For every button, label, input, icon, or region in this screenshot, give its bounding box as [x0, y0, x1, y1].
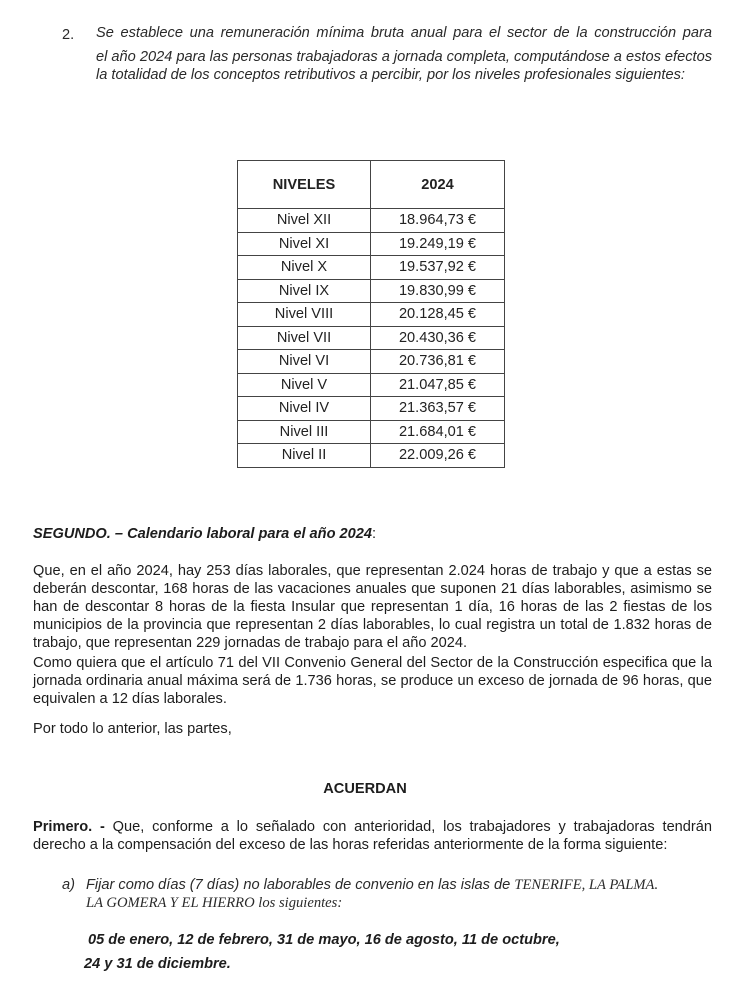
item-a-label: a)	[62, 877, 75, 893]
segundo-colon: :	[372, 526, 377, 542]
table-row	[238, 420, 505, 444]
table-body	[238, 209, 505, 468]
table-row	[238, 209, 505, 233]
table-header-row	[238, 161, 505, 209]
amount-cell: 22.009,26 €	[371, 444, 505, 468]
level-cell: Nivel XI	[238, 232, 371, 256]
amount-cell: 20.128,45 €	[371, 303, 505, 327]
amount-cell: 21.684,01 €	[371, 420, 505, 444]
islands-line1: TENERIFE, LA PALMA.	[514, 877, 659, 893]
amount-cell: 20.430,36 €	[371, 326, 505, 350]
level-cell: Nivel IX	[238, 279, 371, 303]
level-cell: Nivel XII	[238, 209, 371, 233]
salary-table	[237, 160, 505, 468]
table-row	[238, 350, 505, 374]
segundo-title: SEGUNDO. – Calendario laboral para el año 2024	[33, 526, 373, 542]
table-row	[238, 373, 505, 397]
amount-cell: 19.249,19 €	[371, 232, 505, 256]
amount-cell: 20.736,81 €	[371, 350, 505, 374]
primero-text: Que, conforme a lo señalado con anterioridad, los trabajadores y trabajadoras tendrán derecho a la compensación del exceso de las horas referidas anteriormente de la forma siguiente:	[33, 819, 713, 853]
item-a-text	[86, 876, 712, 912]
table-row	[238, 303, 505, 327]
section-2-text	[96, 24, 712, 84]
item-a-intro: Fijar como días (7 días) no laborables de convenio en las islas de	[86, 877, 515, 893]
amount-cell: 19.830,99 €	[371, 279, 505, 303]
holiday-dates-line2: 24 y 31 de diciembre.	[84, 956, 231, 972]
level-cell: Nivel IV	[238, 397, 371, 421]
table-row	[238, 397, 505, 421]
table-row	[238, 256, 505, 280]
primero-paragraph	[33, 818, 712, 854]
table-row	[238, 444, 505, 468]
table-row	[238, 326, 505, 350]
level-cell: Nivel VIII	[238, 303, 371, 327]
paragraph-excess-hours: Como quiera que el artículo 71 del VII Convenio General del Sector de la Construcción especifica que la jornada ordinaria anual máxima será de 1.736 horas, se produce un exceso de jornada de 96 horas, que equivalen a 12 días laborales.	[33, 655, 712, 707]
section-2-rest: el año 2024 para las personas trabajadoras a jornada completa, computándose a estos efectos la totalidad de los conceptos retributivos a percibir, por los niveles profesionales siguientes:	[96, 49, 712, 83]
section-2-line1: Se establece una remuneración mínima bruta anual para el sector de la construcción para	[96, 25, 712, 41]
level-cell: Nivel VII	[238, 326, 371, 350]
primero-label: Primero. -	[33, 819, 105, 835]
level-cell: Nivel V	[238, 373, 371, 397]
amount-cell: 19.537,92 €	[371, 256, 505, 280]
amount-cell: 18.964,73 €	[371, 209, 505, 233]
level-cell: Nivel III	[238, 420, 371, 444]
level-cell: Nivel VI	[238, 350, 371, 374]
segundo-heading	[33, 525, 376, 543]
amount-cell: 21.363,57 €	[371, 397, 505, 421]
level-cell: Nivel II	[238, 444, 371, 468]
islands-line2: LA GOMERA Y EL HIERRO los siguientes:	[86, 895, 343, 911]
amount-cell: 21.047,85 €	[371, 373, 505, 397]
header-levels: NIVELES	[238, 161, 371, 209]
table-row	[238, 279, 505, 303]
table-row	[238, 232, 505, 256]
paragraph-working-days: Que, en el año 2024, hay 253 días laborales, que representan 2.024 horas de trabajo y que a estas se deberán descontar, 168 horas de las vacaciones anuales que suponen 21 días laborables, asimismo se han de descontar 8 horas de la fiesta Insular que representan 1 día, 16 horas de las 2 fiestas de los municipios de la provincia que representan 2 días laborables, lo cual registra un total de 1.832 horas de trabajo, que representan 229 jornadas de trabajo para el año 2024.	[33, 563, 712, 651]
acuerdan-heading: ACUERDAN	[323, 781, 407, 797]
item-number: 2.	[62, 27, 75, 43]
holiday-dates-line1: 05 de enero, 12 de febrero, 31 de mayo, 16 de agosto, 11 de octubre,	[88, 932, 560, 948]
header-year: 2024	[371, 161, 505, 209]
level-cell: Nivel X	[238, 256, 371, 280]
paragraph-parties: Por todo lo anterior, las partes,	[33, 721, 232, 737]
